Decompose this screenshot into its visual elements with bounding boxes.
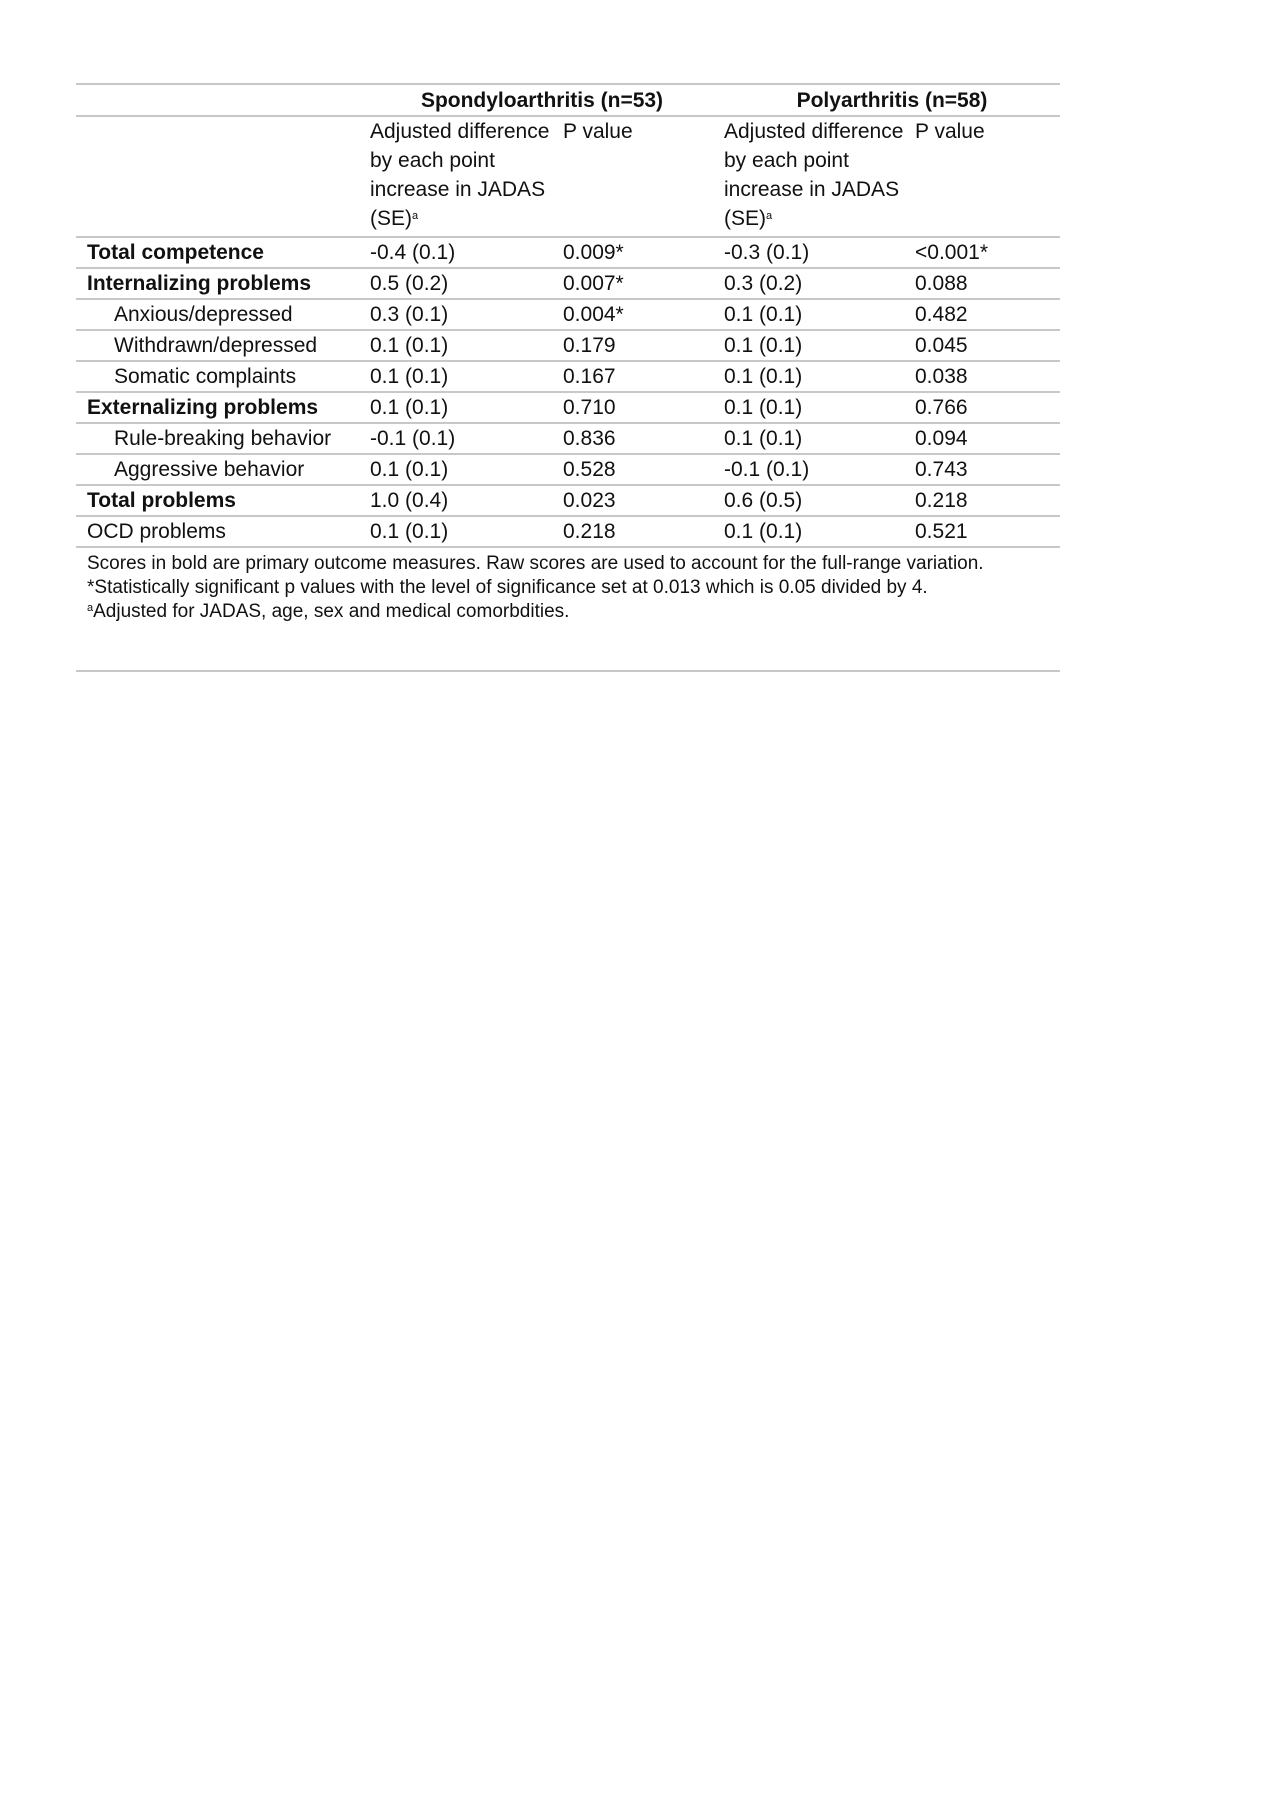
spondylo-p-value: 0.218 xyxy=(563,516,724,547)
table-row xyxy=(76,516,1060,547)
table-row xyxy=(76,299,1060,330)
footnote-marker: a xyxy=(87,602,94,614)
spondylo-adjusted-diff: 0.5 (0.2) xyxy=(360,268,563,299)
row-label: Aggressive behavior xyxy=(76,454,360,485)
poly-p-value: 0.038 xyxy=(915,361,1060,392)
spondylo-p-value: 0.004* xyxy=(563,299,724,330)
poly-adjusted-diff: 0.1 (0.1) xyxy=(724,361,915,392)
spondylo-p-value: 0.710 xyxy=(563,392,724,423)
poly-adjusted-diff: 0.1 (0.1) xyxy=(724,392,915,423)
col-header-adjusted xyxy=(724,116,915,237)
row-label: Rule-breaking behavior xyxy=(76,423,360,454)
poly-adjusted-diff: 0.1 (0.1) xyxy=(724,330,915,361)
results-table xyxy=(76,83,1060,548)
table-row xyxy=(76,392,1060,423)
spondylo-adjusted-diff: 0.1 (0.1) xyxy=(360,361,563,392)
row-label: Internalizing problems xyxy=(76,268,360,299)
group-header-row xyxy=(76,84,1060,116)
spondylo-adjusted-diff: 0.1 (0.1) xyxy=(360,516,563,547)
row-label: OCD problems xyxy=(76,516,360,547)
row-label: Withdrawn/depressed xyxy=(76,330,360,361)
poly-adjusted-diff: 0.1 (0.1) xyxy=(724,299,915,330)
spondylo-p-value: 0.836 xyxy=(563,423,724,454)
row-label: Anxious/depressed xyxy=(76,299,360,330)
note-bold: Scores in bold are primary outcome measures. Raw scores are used to account for the full-range variation. xyxy=(87,553,984,574)
col-header-pvalue: P value xyxy=(563,116,724,237)
note-adjusted xyxy=(87,600,1050,624)
spondylo-p-value: 0.007* xyxy=(563,268,724,299)
spondylo-adjusted-diff: -0.1 (0.1) xyxy=(360,423,563,454)
group-header-polyarthritis: Polyarthritis (n=58) xyxy=(724,84,1060,116)
spondylo-adjusted-diff: 0.1 (0.1) xyxy=(360,392,563,423)
row-label: Externalizing problems xyxy=(76,392,360,423)
poly-adjusted-diff: 0.1 (0.1) xyxy=(724,516,915,547)
poly-p-value: 0.743 xyxy=(915,454,1060,485)
adjusted-label: Adjusted difference by each point increase in JADAS (SE) xyxy=(724,120,904,230)
table-notes xyxy=(76,548,1060,672)
spondylo-p-value: 0.179 xyxy=(563,330,724,361)
poly-p-value: 0.094 xyxy=(915,423,1060,454)
poly-p-value: 0.482 xyxy=(915,299,1060,330)
note-adjusted-text: Adjusted for JADAS, age, sex and medical comorbdities. xyxy=(93,601,570,622)
table-row xyxy=(76,485,1060,516)
spondylo-p-value: 0.167 xyxy=(563,361,724,392)
row-label: Total problems xyxy=(76,485,360,516)
poly-adjusted-diff: 0.1 (0.1) xyxy=(724,423,915,454)
adjusted-label: Adjusted difference by each point increase in JADAS (SE) xyxy=(370,120,550,230)
poly-p-value: 0.521 xyxy=(915,516,1060,547)
table-row xyxy=(76,268,1060,299)
table-row xyxy=(76,237,1060,268)
row-label: Total competence xyxy=(76,237,360,268)
row-label: Somatic complaints xyxy=(76,361,360,392)
poly-adjusted-diff: -0.3 (0.1) xyxy=(724,237,915,268)
footnote-marker: a xyxy=(766,210,773,222)
results-table-container xyxy=(76,83,1060,672)
note-significance: *Statistically significant p values with the level of significance set at 0.013 which is 0.05 divided by 4. xyxy=(87,577,928,598)
poly-p-value: <0.001* xyxy=(915,237,1060,268)
column-header-row xyxy=(76,116,1060,237)
table-row xyxy=(76,330,1060,361)
table-row xyxy=(76,361,1060,392)
table-row xyxy=(76,423,1060,454)
empty-header-cell xyxy=(76,84,360,116)
poly-adjusted-diff: 0.6 (0.5) xyxy=(724,485,915,516)
spondylo-adjusted-diff: 0.1 (0.1) xyxy=(360,330,563,361)
poly-p-value: 0.045 xyxy=(915,330,1060,361)
spondylo-p-value: 0.528 xyxy=(563,454,724,485)
spondylo-adjusted-diff: -0.4 (0.1) xyxy=(360,237,563,268)
table-row xyxy=(76,454,1060,485)
group-header-spondyloarthritis: Spondyloarthritis (n=53) xyxy=(360,84,724,116)
poly-adjusted-diff: 0.3 (0.2) xyxy=(724,268,915,299)
empty-header-cell xyxy=(76,116,360,237)
poly-adjusted-diff: -0.1 (0.1) xyxy=(724,454,915,485)
spondylo-p-value: 0.009* xyxy=(563,237,724,268)
spondylo-adjusted-diff: 0.1 (0.1) xyxy=(360,454,563,485)
footnote-marker: a xyxy=(412,210,419,222)
poly-p-value: 0.218 xyxy=(915,485,1060,516)
col-header-adjusted xyxy=(360,116,563,237)
poly-p-value: 0.766 xyxy=(915,392,1060,423)
col-header-pvalue: P value xyxy=(915,116,1060,237)
poly-p-value: 0.088 xyxy=(915,268,1060,299)
spondylo-adjusted-diff: 1.0 (0.4) xyxy=(360,485,563,516)
spondylo-adjusted-diff: 0.3 (0.1) xyxy=(360,299,563,330)
spondylo-p-value: 0.023 xyxy=(563,485,724,516)
